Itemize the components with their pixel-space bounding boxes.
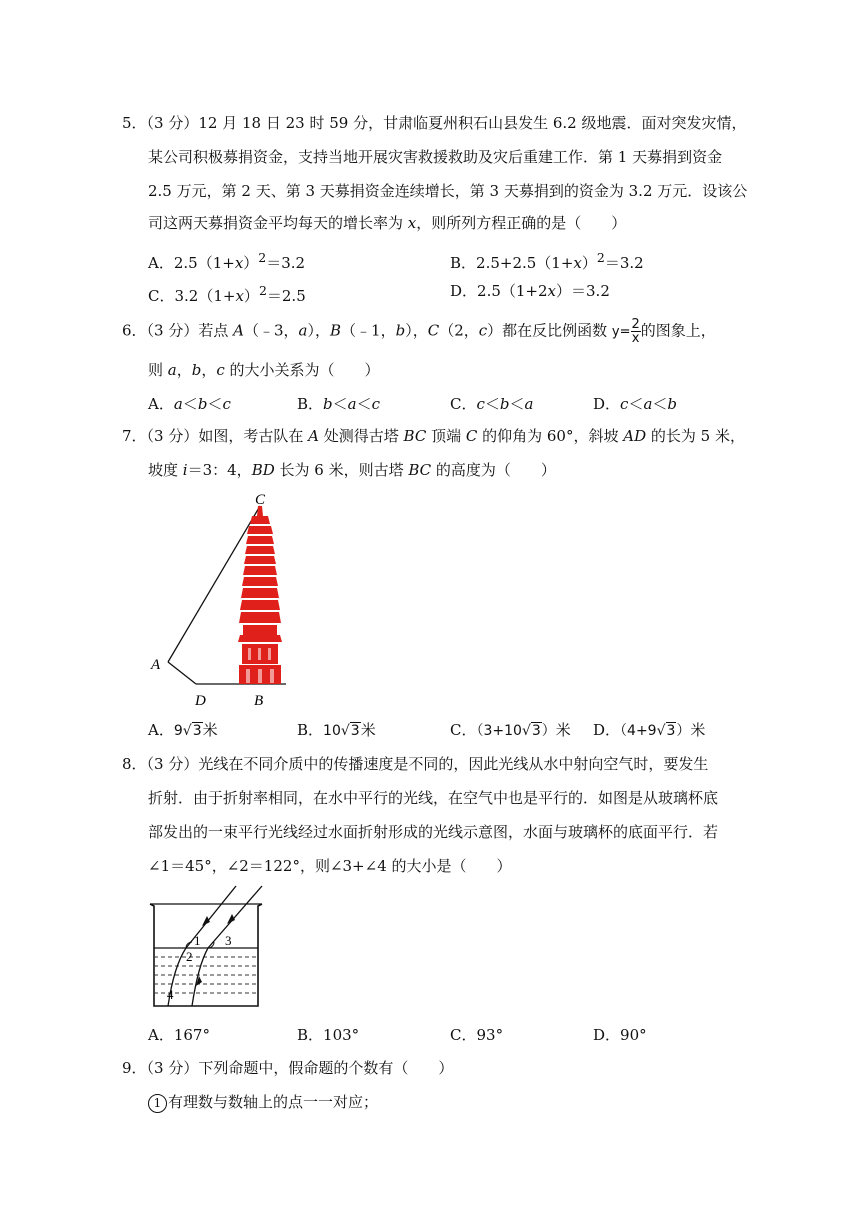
option-text: ＜ bbox=[628, 395, 644, 413]
q7-text: 的仰角为 60°，斜坡 bbox=[477, 427, 624, 445]
q8-text: 部发出的一束平行光线经过水面折射形成的光线示意图，水面与玻璃杯的底面平行．若 bbox=[148, 823, 719, 841]
q7-var: BD bbox=[251, 461, 275, 479]
label-c: C bbox=[255, 492, 266, 508]
option-var: x bbox=[235, 287, 244, 305]
q5-option-b[interactable] bbox=[450, 248, 644, 273]
option-var: x bbox=[573, 254, 582, 272]
q7-option-d[interactable] bbox=[593, 720, 705, 741]
q8-line-1 bbox=[122, 754, 708, 774]
q9-number: 9． bbox=[122, 1059, 147, 1077]
q6-number: 6． bbox=[122, 321, 147, 340]
option-var: b bbox=[197, 395, 208, 413]
q5-text: 2.5 万元，第 2 天、第 3 天募捐资金连续增长，第 3 天募捐到的资金为 3.2 万元．设该公 bbox=[148, 182, 748, 200]
q7-var: C bbox=[465, 427, 478, 445]
option-letter: B． bbox=[450, 254, 477, 272]
q6-option-a[interactable] bbox=[148, 394, 231, 414]
q7-var: BC bbox=[408, 461, 432, 479]
q6-text: ）都在反比例函数 bbox=[487, 321, 612, 340]
q5-line-1 bbox=[122, 113, 746, 133]
radicand: 3 bbox=[666, 723, 676, 739]
option-letter: B． bbox=[297, 1026, 324, 1044]
option-letter: B． bbox=[297, 395, 324, 413]
q5-text: 司这两天募捐资金平均每天的增长率为 bbox=[148, 214, 408, 232]
q5-option-a[interactable] bbox=[148, 248, 305, 273]
q7-var: BC bbox=[403, 427, 427, 445]
q7-text: 处测得古塔 bbox=[318, 427, 404, 445]
post: ） bbox=[676, 723, 691, 739]
angle-label-2: 2 bbox=[186, 949, 193, 964]
option-letter: C． bbox=[450, 721, 477, 739]
q6-var: a bbox=[298, 321, 308, 340]
option-text: 93° bbox=[476, 1026, 504, 1044]
q6-text: ）， bbox=[405, 321, 428, 340]
sqrt-expression: 10√3 bbox=[323, 723, 360, 739]
coef: 10 bbox=[323, 723, 341, 739]
q6-score: （3 分） bbox=[146, 321, 199, 340]
q7-text: 的高度为（ ） bbox=[431, 461, 556, 479]
q6-text: 若点 bbox=[198, 321, 234, 340]
q6-var: c bbox=[216, 361, 225, 379]
option-var: a bbox=[173, 395, 183, 413]
q8-score: （3 分） bbox=[146, 755, 199, 773]
q7-text: 如图，考古队在 bbox=[198, 427, 309, 445]
q8-text: 光线在不同介质中的传播速度是不同的，因此光线从水中射向空气时，要发生 bbox=[198, 755, 709, 773]
option-text: ） bbox=[581, 254, 597, 272]
option-exponent: 2 bbox=[258, 250, 267, 265]
q7-text: 的长为 5 米， bbox=[646, 427, 745, 445]
q6-var: B bbox=[330, 321, 342, 340]
option-text: 2.5（1+ bbox=[173, 254, 235, 272]
q8-option-c[interactable] bbox=[450, 1025, 503, 1045]
unit: 米 bbox=[360, 721, 376, 739]
radicand: 3 bbox=[350, 723, 360, 739]
radicand: 3 bbox=[531, 723, 541, 739]
q6-text: ）， bbox=[307, 321, 330, 340]
option-text: ＜ bbox=[484, 395, 500, 413]
q8-number: 8． bbox=[122, 755, 147, 773]
q5-option-c[interactable] bbox=[148, 281, 306, 306]
option-var: b bbox=[667, 395, 678, 413]
q5-line-2 bbox=[148, 147, 722, 167]
q7-line-1 bbox=[122, 426, 745, 446]
option-var: a bbox=[347, 395, 357, 413]
arrow-icon bbox=[202, 916, 210, 926]
option-letter: C． bbox=[450, 395, 477, 413]
q6-text: （﹣1， bbox=[341, 321, 396, 340]
pagoda-figure bbox=[148, 488, 290, 710]
option-text: ＜ bbox=[509, 395, 525, 413]
option-text: ＝3.2 bbox=[604, 254, 644, 272]
q6-var: b bbox=[395, 321, 406, 340]
fraction-numerator: 2 bbox=[631, 317, 640, 332]
q8-line-4 bbox=[148, 856, 512, 876]
option-text: 2.5+2.5（1+ bbox=[476, 254, 574, 272]
q9-item-text: 有理数与数轴上的点一一对应； bbox=[168, 1093, 379, 1111]
q6-text: ， bbox=[176, 361, 192, 379]
option-text: ＜ bbox=[182, 395, 198, 413]
angle-label-1: 1 bbox=[194, 933, 201, 948]
option-var: b bbox=[323, 395, 333, 413]
option-text: ＜ bbox=[207, 395, 223, 413]
q7-option-a[interactable] bbox=[148, 720, 218, 741]
option-letter: C． bbox=[450, 1026, 477, 1044]
unit: 米 bbox=[202, 721, 218, 739]
option-var: b bbox=[499, 395, 510, 413]
q6-var: C bbox=[427, 321, 440, 340]
label-b: B bbox=[254, 693, 264, 709]
unit: 米 bbox=[555, 721, 571, 739]
option-letter: A． bbox=[148, 721, 174, 739]
option-var: x bbox=[234, 254, 244, 272]
option-letter: D． bbox=[593, 395, 621, 413]
q6-text: 的大小关系为（ ） bbox=[224, 361, 380, 379]
function-fraction bbox=[631, 318, 641, 345]
option-letter: A． bbox=[148, 254, 174, 272]
angle-label-3: 3 bbox=[225, 933, 232, 948]
option-text: ＝2.5 bbox=[266, 287, 306, 305]
q6-text: 则 bbox=[148, 361, 168, 379]
angle-label-4: 4 bbox=[167, 987, 174, 1002]
label-d: D bbox=[195, 693, 206, 709]
q5-var-x: x bbox=[407, 214, 417, 232]
sqrt-expression: 9√3 bbox=[173, 723, 202, 739]
q6-var: A bbox=[233, 321, 244, 340]
q5-text: ，则所列方程正确的是（ ） bbox=[416, 214, 627, 232]
q6-line-2 bbox=[148, 360, 380, 380]
option-var: x bbox=[547, 282, 557, 300]
coef: 9 bbox=[173, 723, 183, 739]
q7-text: 坡度 bbox=[148, 461, 183, 479]
option-exponent: 2 bbox=[596, 250, 605, 265]
option-text: ＝3.2 bbox=[266, 254, 306, 272]
q7-score: （3 分） bbox=[146, 427, 199, 445]
q6-text: 的图象上， bbox=[640, 321, 716, 340]
option-text: ＜ bbox=[356, 395, 372, 413]
q5-option-d[interactable] bbox=[450, 281, 610, 301]
option-text: 167° bbox=[173, 1026, 210, 1044]
function-lhs: y= bbox=[611, 324, 631, 340]
q7-var: AD bbox=[623, 427, 647, 445]
q5-text: 某公司积极募捐资金，支持当地开展灾害救援救助及灾后重建工作．第 1 天募捐到资金 bbox=[148, 148, 723, 166]
q9-score: （3 分） bbox=[146, 1059, 199, 1077]
q6-text: （﹣3， bbox=[243, 321, 299, 340]
pre: （4+9 bbox=[620, 723, 657, 739]
q5-line-4 bbox=[148, 213, 626, 233]
glass-figure bbox=[146, 884, 272, 1012]
q6-var: b bbox=[191, 361, 202, 379]
option-letter: D． bbox=[593, 1026, 621, 1044]
option-text: 103° bbox=[323, 1026, 360, 1044]
q8-text: ∠1＝45°，∠2＝122°，则∠3+∠4 的大小是（ ） bbox=[148, 857, 512, 875]
option-var: a bbox=[643, 395, 653, 413]
q6-text: （2， bbox=[439, 321, 479, 340]
q5-text: 12 月 18 日 23 时 59 分，甘肃临夏州积石山县发生 6.2 级地震．面对突发灾情， bbox=[198, 114, 747, 132]
q6-option-c[interactable] bbox=[450, 394, 533, 414]
option-letter: C． bbox=[148, 287, 175, 305]
option-var: c bbox=[371, 395, 381, 413]
q6-var: a bbox=[167, 361, 177, 379]
q7-var: A bbox=[308, 427, 319, 445]
q7-option-c[interactable] bbox=[450, 720, 571, 741]
q6-line-1 bbox=[122, 318, 716, 345]
q8-text: 折射．由于折射率相同，在水中平行的光线，在空气中也是平行的．如图是从玻璃杯底 bbox=[148, 789, 719, 807]
q9-text: 下列命题中，假命题的个数有（ ） bbox=[198, 1059, 454, 1077]
option-var: c bbox=[476, 395, 485, 413]
option-letter: B． bbox=[297, 721, 324, 739]
fraction-denominator: x bbox=[631, 331, 640, 346]
post: ） bbox=[541, 723, 556, 739]
q8-option-b[interactable] bbox=[297, 1025, 359, 1045]
unit: 米 bbox=[690, 721, 706, 739]
q7-option-b[interactable] bbox=[297, 720, 376, 741]
option-text: 2.5（1+2 bbox=[477, 282, 548, 300]
option-text: ） bbox=[243, 287, 259, 305]
q5-number: 5． bbox=[122, 114, 147, 132]
option-text: ）＝3.2 bbox=[556, 282, 610, 300]
circled-number: 1 bbox=[148, 1094, 167, 1113]
q6-option-d[interactable] bbox=[593, 394, 677, 414]
q6-var: c bbox=[478, 321, 488, 340]
option-letter: A． bbox=[148, 1026, 174, 1044]
q6-option-b[interactable] bbox=[297, 394, 380, 414]
radicand: 3 bbox=[192, 723, 202, 739]
q8-option-d[interactable] bbox=[593, 1025, 647, 1045]
q6-text: ， bbox=[201, 361, 217, 379]
option-text: 3.2（1+ bbox=[174, 287, 236, 305]
option-letter: D． bbox=[450, 282, 478, 300]
option-letter: A． bbox=[148, 395, 174, 413]
pre: （3+10 bbox=[476, 723, 522, 739]
q7-number: 7． bbox=[122, 427, 147, 445]
option-text: 90° bbox=[620, 1026, 647, 1044]
label-a: A bbox=[151, 657, 161, 673]
q7-text: ＝3：4， bbox=[187, 461, 252, 479]
option-var: a bbox=[524, 395, 534, 413]
sqrt-expression: （4+9√3） bbox=[620, 723, 691, 739]
option-letter: D． bbox=[593, 721, 621, 739]
option-var: c bbox=[222, 395, 231, 413]
option-text: ） bbox=[243, 254, 259, 272]
q8-option-a[interactable] bbox=[148, 1025, 210, 1045]
q8-line-2 bbox=[148, 788, 718, 808]
option-var: c bbox=[620, 395, 629, 413]
q7-line-2 bbox=[148, 460, 556, 480]
option-text: ＜ bbox=[652, 395, 668, 413]
q7-var: i bbox=[182, 461, 188, 479]
q5-score: （3 分） bbox=[146, 114, 199, 132]
option-exponent: 2 bbox=[258, 283, 267, 298]
sqrt-expression: （3+10√3） bbox=[476, 723, 556, 739]
q5-line-3 bbox=[148, 181, 747, 201]
q7-text: 长为 6 米，则古塔 bbox=[274, 461, 409, 479]
q9-line-1 bbox=[122, 1058, 453, 1078]
q9-item-1 bbox=[148, 1092, 378, 1113]
q8-line-3 bbox=[148, 822, 718, 842]
q7-text: 顶端 bbox=[426, 427, 466, 445]
option-text: ＜ bbox=[332, 395, 348, 413]
